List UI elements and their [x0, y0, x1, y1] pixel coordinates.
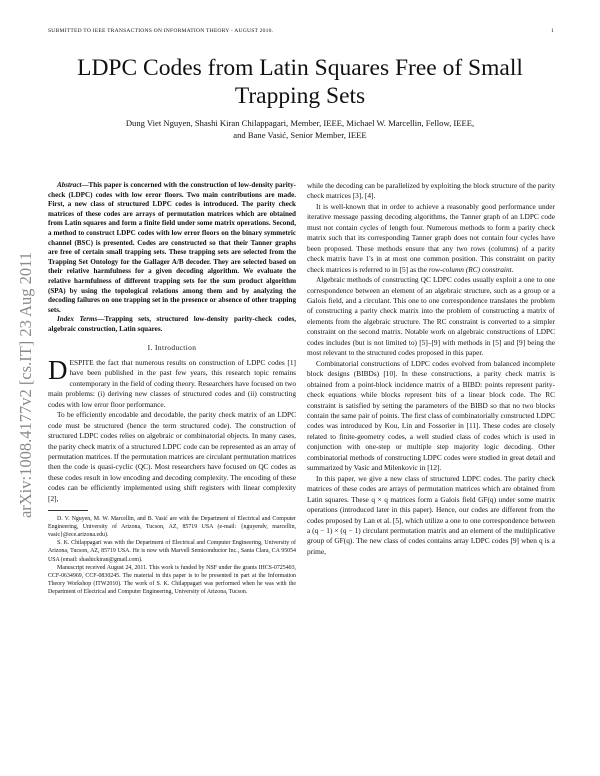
footnote-rule: [48, 510, 88, 511]
arxiv-stamp: [6, 200, 46, 570]
left-column: [48, 181, 296, 596]
index-terms: [48, 315, 296, 334]
body-paragraph-r2: [307, 202, 555, 275]
abstract-label: Abstract: [57, 181, 82, 189]
body-paragraph-r4: Combinatorial constructions of LDPC codes evolved from balanced incomplete block designs (BIBDs) [10]. In these constructions, a parity check matrix is obtained from a point-block incidence matrix of a BIBD: points represent parity-check equations while blocks represent bits of a linear block code. The RC constraint is satisfied by setting the parameters of the BIBD so that no two blocks contain the same pair of points. The first class of combinatorially constructed LDPC codes was introduced by Kou, Lin and Fossorier in [11]. These codes are closely related to finite-geometry codes, a well studied class of codes which is used in conjunction with one-step or multiple step majority logic decoding. Other combinatorial methods of constructing LDPC codes were studied in great detail and summarized by Vasic and Milenkovic in [12].: [307, 358, 555, 473]
footnote-affiliation-2: S. K. Chilappagari was with the Department of Electrical and Computer Engineering, University of Arizona, Tucson, AZ, 85719 USA. He is now with Marvell Semiconductor Inc., Santa Clara, CA 95054 USA (email: shashickiran@gmail.com).: [48, 540, 296, 563]
body-paragraph-r1: while the decoding can be parallelized by exploiting the block structure of the parity check matrices [3], [4].: [307, 181, 555, 201]
drop-cap: D: [48, 354, 68, 385]
intro-paragraph-2: To be efficiently encodable and decodable, the parity check matrix of an LDPC code must be structured (hence the term structured code). The construction of structured LDPC codes relies on algebraic or combinatorial objects. In many cases, the parity check matrix of a structured LDPC code can be represented as an array of permutation matrices. If the permutation matrices are circulant permutation matrices then the code is quasi-cyclic (QC). Most researchers have focused on QC codes as these codes result in low encoding and decoding complexity. The encoding of these codes can be efficiently implemented using shift registers with linear complexity [2],: [48, 410, 296, 503]
body-paragraph-r2-text: It is well-known that in order to achieve a reasonably good performance under iterative message passing decoding algorithms, the Tanner graph of an LDPC code must not contain cycles of length four. Numerous methods to form a parity check matrix such that its corresponding Tanner graph does not contain four cycles have been proposed. These methods ensure that any two rows (columns) of a parity check matrix have 1's in at most one common position. This constraint on parity check matrices is referred to in [5] as the: [307, 201, 555, 274]
running-head-text: SUBMITTED TO IEEE TRANSACTIONS ON INFORMATION THEORY - AUGUST 2010.: [48, 28, 274, 34]
footnote-affiliation-1: D. V. Nguyen, M. W. Marcellin, and B. Vasić are with the Department of Electrical and Computer Engineering, University of Arizona, Tucson, AZ, 85719 USA (e-mail: {nguyendv, marcellin, vasic}@ece.arizona.edu).: [48, 516, 296, 539]
index-terms-text: —Trapping sets, structured low-density parity-check codes, algebraic construction, Latin squares.: [48, 315, 297, 333]
author-line-1: Dung Viet Nguyen, Shashi Kiran Chilappagari, Member, IEEE, Michael W. Marcellin, Fellow, IEEE,: [125, 118, 475, 128]
intro-paragraph-1: [48, 354, 296, 410]
body-paragraph-r3: Algebraic methods of constructing QC LDPC codes usually exploit a one to one correspondence between an element of an algebraic structure, such as a group or a Galois field, and a circulant. This one to one correspondence translates the problem of constructing a parity check matrix into the problem of constructing a matrix of elements from the algebraic structure. The RC constraint is converted to a simpler constraint on the second matrix. Notable work on algebraic constructions of LDPC codes includes (but is not limited to) [5]–[9] with methods in [5] and [9] being the most relevant to the structured codes proposed in this paper.: [307, 275, 555, 358]
section-heading-introduction: I. Introduction: [147, 342, 197, 352]
abstract: [48, 181, 296, 315]
intro-paragraph-1-text: ESPITE the fact that numerous results on construction of LDPC codes [1] have been published in the past few years, this research topic remains contemporary in the field of coding theory. Researchers have focused on two main problems: (i) deriving new classes of structured codes and (ii) constructing codes with low error floor performance.: [48, 357, 296, 409]
index-terms-label: Index Terms: [57, 315, 98, 324]
right-column: [307, 181, 555, 557]
rc-constraint-term: row-column (RC) constraint: [428, 264, 512, 274]
body-paragraph-r2-end: .: [511, 264, 514, 274]
arxiv-stamp-text: arXiv:1008.4177v2 [cs.IT] 23 Aug 2011: [16, 251, 35, 519]
abstract-text: —This paper is concerned with the construction of low-density parity-check (LDPC) codes with low error floors. Two main contributions are made. First, a new class of structured LDPC codes is introduced. The parity check matrices of these codes are arrays of permutation matrices which are obtained from Latin squares and form a finite field under some matrix operations. Second, a method to construct LDPC codes with low error floors on the binary symmetric channel (BSC) is presented. Codes are constructed so that their Tanner graphs are free of certain small trapping sets. These trapping sets are selected from the Trapping Set Ontology for the Gallager A/B decoder. They are selected based on their relative harmfulness for a given decoding algorithm. We evaluate the relative harmfulness of different trapping sets for the sum product algorithm (SPA) by using the topological relations among them and by analyzing the decoding failures on one trapping set in the presence or absence of other trapping sets.: [48, 181, 296, 314]
author-line-2: and Bane Vasić, Senior Member, IEEE: [233, 130, 367, 140]
author-list: [60, 117, 540, 141]
running-header: [48, 28, 554, 34]
body-paragraph-r5: In this paper, we give a new class of structured LDPC codes. The parity check matrices of these codes are arrays of permutation matrices which are obtained from Latin squares. These q × q matrices form a Galois field GF(q) under some matrix operations (introduced later in this paper). Hence, our codes are different from the codes proposed by Lan et al. [5], which utilize a one to one correspondence between a (q − 1) × (q − 1) circulant permutation matrix and an element of the multiplicative group of GF(q). The new class of codes contains array LDPC codes [9] when q is a prime,: [307, 473, 555, 556]
paper-title: LDPC Codes from Latin Squares Free of Small Trapping Sets: [77, 55, 523, 109]
footnote-manuscript: Manuscript received August 24, 2011. This work is funded by NSF under the grants IHCS-0725403, CCF-0634969, CCF-0830245. The material in this paper is to be presented in part at the Information Theory Workshop (ITW2010). The work of S. K. Chilappagari was performed when he was with the Department of Electrical and Computer Engineering, University of Arizona, Tucson.: [48, 564, 296, 595]
page-number: 1: [551, 28, 554, 34]
